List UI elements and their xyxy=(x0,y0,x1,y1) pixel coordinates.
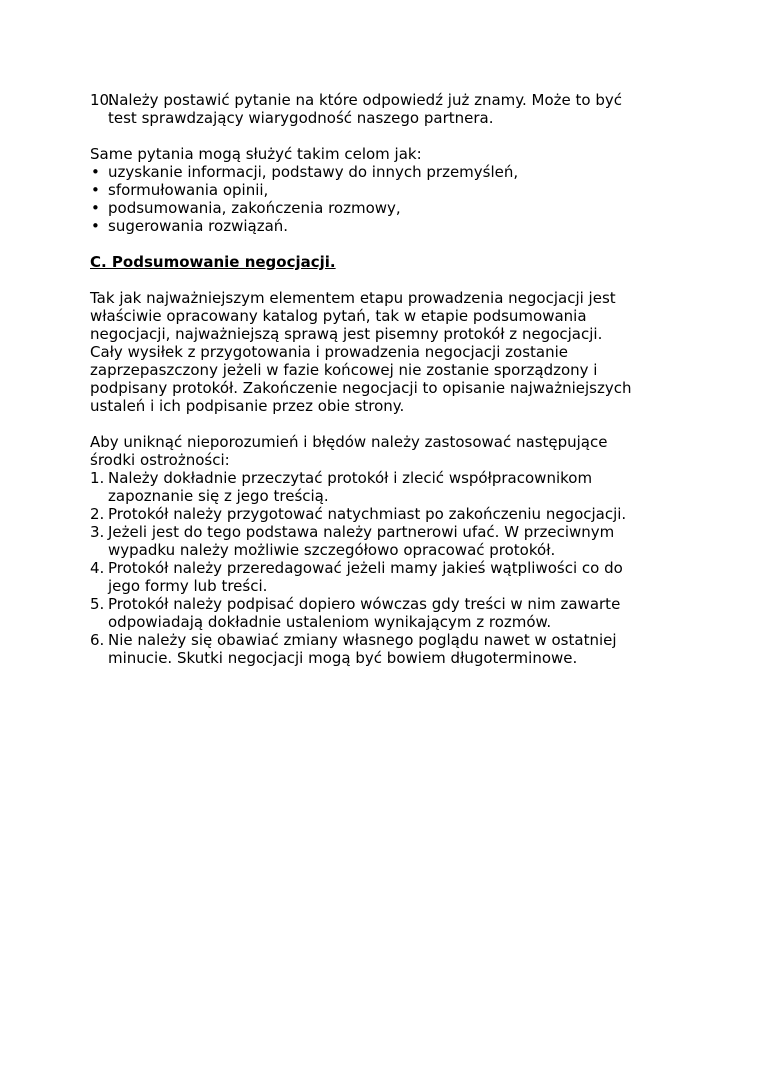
list-item-line: Protokół należy przygotować natychmiast po zakończeniu negocjacji. xyxy=(108,505,627,523)
list-item-line: Protokół należy podpisać dopiero wówczas gdy treści w nim zawarte xyxy=(108,595,621,613)
list-item xyxy=(90,595,670,631)
list-item xyxy=(90,631,670,667)
bullet-item xyxy=(90,199,670,217)
spacer xyxy=(90,235,670,253)
list-number: 3. xyxy=(90,523,105,541)
bullet-item xyxy=(90,181,670,199)
list-item xyxy=(90,469,670,505)
bullet-text: podsumowania, zakończenia rozmowy, xyxy=(108,199,401,217)
paragraph-line: podpisany protokół. Zakończenie negocjacji to opisanie najważniejszych xyxy=(90,379,632,397)
list-number: 10. xyxy=(90,91,114,109)
list-item-line: Protokół należy przeredagować jeżeli mamy jakieś wątpliwości co do xyxy=(108,559,623,577)
list-number: 1. xyxy=(90,469,105,487)
list-item-line: minucie. Skutki negocjacji mogą być bowiem długoterminowe. xyxy=(108,649,578,667)
list-item xyxy=(90,559,670,595)
list-item-line: Nie należy się obawiać zmiany własnego poglądu nawet w ostatniej xyxy=(108,631,617,649)
precautions-list xyxy=(90,469,670,667)
list-item-line: Należy dokładnie przeczytać protokół i zlecić współpracownikom xyxy=(108,469,593,487)
bullet-item xyxy=(90,163,670,181)
list-number: 5. xyxy=(90,595,105,613)
spacer xyxy=(90,127,670,145)
paragraph-line: Aby uniknąć nieporozumień i błędów należy zastosować następujące xyxy=(90,433,608,451)
summary-paragraph xyxy=(90,289,670,415)
list-item-line: jego formy lub treści. xyxy=(108,577,268,595)
list-number: 6. xyxy=(90,631,105,649)
list-item xyxy=(90,505,670,523)
list-item-line: Jeżeli jest do tego podstawa należy partnerowi ufać. W przeciwnym xyxy=(108,523,615,541)
questions-intro: Same pytania mogą służyć takim celom jak: xyxy=(90,145,422,163)
document-page xyxy=(90,91,670,667)
paragraph-line: zaprzepaszczony jeżeli w fazie końcowej nie zostanie sporządzony i xyxy=(90,361,598,379)
bullet-icon: • xyxy=(91,217,100,235)
paragraph-line: środki ostrożności: xyxy=(90,451,230,469)
precautions-intro xyxy=(90,433,670,469)
bullet-list xyxy=(90,163,670,235)
bullet-icon: • xyxy=(91,199,100,217)
bullet-icon: • xyxy=(91,163,100,181)
list-item-line: Należy postawić pytanie na które odpowiedź już znamy. Może to być xyxy=(108,91,623,109)
paragraph-line: Tak jak najważniejszym elementem etapu prowadzenia negocjacji jest xyxy=(90,289,616,307)
list-item-line: zapoznanie się z jego treścią. xyxy=(108,487,329,505)
list-item-10 xyxy=(90,91,670,127)
bullet-icon: • xyxy=(91,181,100,199)
list-item-line: test sprawdzający wiarygodność naszego partnera. xyxy=(108,109,494,127)
spacer xyxy=(90,415,670,433)
paragraph-line: negocjacji, najważniejszą sprawą jest pisemny protokół z negocjacji. xyxy=(90,325,603,343)
bullet-text: sugerowania rozwiązań. xyxy=(108,217,289,235)
list-item-line: odpowiadają dokładnie ustaleniom wynikającym z rozmów. xyxy=(108,613,552,631)
list-item xyxy=(90,523,670,559)
bullet-text: sformułowania opinii, xyxy=(108,181,269,199)
bullet-text: uzyskanie informacji, podstawy do innych przemyśleń, xyxy=(108,163,519,181)
list-number: 2. xyxy=(90,505,105,523)
paragraph-line: Cały wysiłek z przygotowania i prowadzenia negocjacji zostanie xyxy=(90,343,569,361)
bullet-item xyxy=(90,217,670,235)
paragraph-line: ustaleń i ich podpisanie przez obie strony. xyxy=(90,397,405,415)
section-heading: C. Podsumowanie negocjacji. xyxy=(90,253,336,271)
paragraph-line: właściwie opracowany katalog pytań, tak w etapie podsumowania xyxy=(90,307,587,325)
list-number: 4. xyxy=(90,559,105,577)
list-item-line: wypadku należy możliwie szczegółowo opracować protokół. xyxy=(108,541,556,559)
spacer xyxy=(90,271,670,289)
